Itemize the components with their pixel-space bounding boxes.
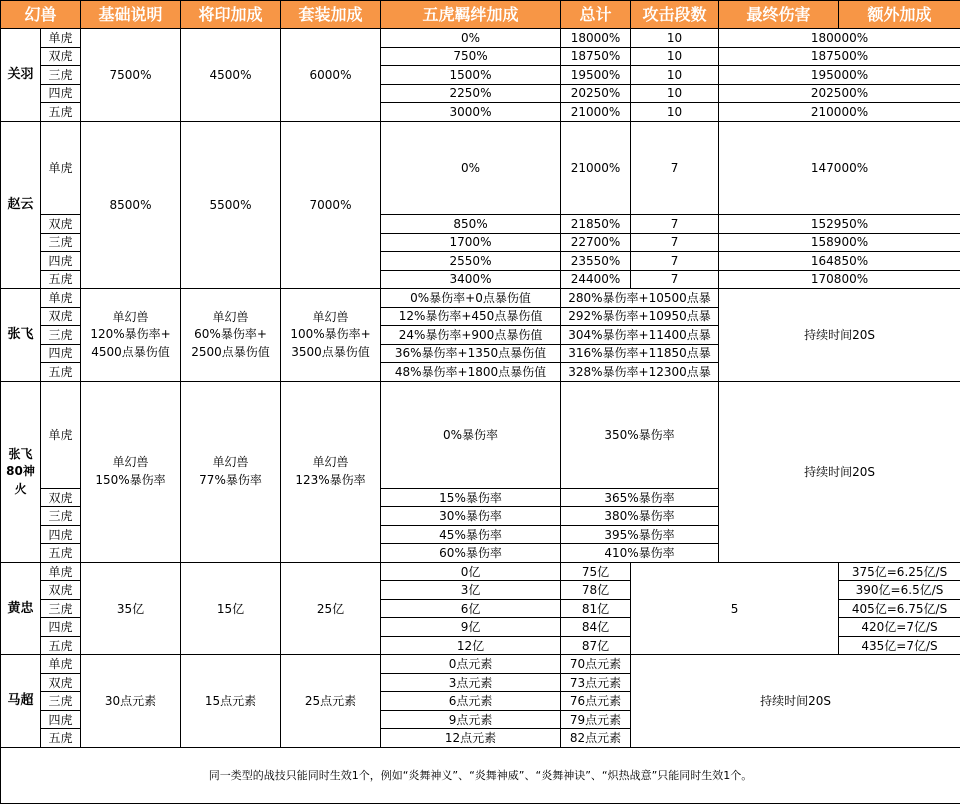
header-base: 基础说明 <box>81 1 181 29</box>
tier-label: 四虎 <box>41 618 81 637</box>
final-value: 195000% <box>719 66 960 85</box>
header-seal: 将印加成 <box>181 1 281 29</box>
final-value: 170800% <box>719 270 960 289</box>
tier-label: 单虎 <box>41 655 81 674</box>
tier-label: 四虎 <box>41 344 81 363</box>
total-value: 292%暴伤率+10950点暴 <box>561 307 719 326</box>
seal-value: 单幻兽 60%暴伤率+ 2500点暴伤值 <box>181 289 281 382</box>
hits-value: 7 <box>631 121 719 215</box>
table-row <box>1 562 960 581</box>
hits-value: 10 <box>631 84 719 103</box>
seal-value: 15亿 <box>181 562 281 655</box>
base-value: 单幻兽 120%暴伤率+ 4500点暴伤值 <box>81 289 181 382</box>
base-value: 7500% <box>81 29 181 122</box>
header-final: 最终伤害 <box>719 1 839 29</box>
tier-label: 五虎 <box>41 363 81 382</box>
base-value: 30点元素 <box>81 655 181 748</box>
bond-value: 9点元素 <box>381 710 561 729</box>
seal-value: 15点元素 <box>181 655 281 748</box>
hits-value: 7 <box>631 252 719 271</box>
footer-row <box>1 747 960 803</box>
bond-value: 45%暴伤率 <box>381 525 561 544</box>
tier-label: 五虎 <box>41 270 81 289</box>
footer-note: 同一类型的战技只能同时生效1个，例如“炎舞神义”、“炎舞神威”、“炎舞神诀”、“炽热战意”只能同时生效1个。 <box>1 747 960 803</box>
tier-label: 五虎 <box>41 103 81 122</box>
bond-value: 3000% <box>381 103 561 122</box>
tier-label: 单虎 <box>41 289 81 308</box>
total-value: 75亿 <box>561 562 631 581</box>
table-row <box>1 29 960 48</box>
total-value: 82点元素 <box>561 729 631 748</box>
tier-label: 四虎 <box>41 252 81 271</box>
beast-name: 张飞 80神 火 <box>1 381 41 562</box>
seal-value: 4500% <box>181 29 281 122</box>
hits-value: 7 <box>631 270 719 289</box>
suit-value: 25亿 <box>281 562 381 655</box>
bond-value: 2550% <box>381 252 561 271</box>
tier-label: 双虎 <box>41 673 81 692</box>
beast-name: 关羽 <box>1 29 41 122</box>
beast-name: 张飞 <box>1 289 41 382</box>
header-suit: 套装加成 <box>281 1 381 29</box>
total-value: 84亿 <box>561 618 631 637</box>
final-value: 180000% <box>719 29 960 48</box>
tier-label: 双虎 <box>41 581 81 600</box>
total-value: 21000% <box>561 121 631 215</box>
final-value: 152950% <box>719 215 960 234</box>
tier-label: 四虎 <box>41 710 81 729</box>
tier-label: 三虎 <box>41 599 81 618</box>
bond-value: 750% <box>381 47 561 66</box>
hits-value: 7 <box>631 215 719 234</box>
total-value: 395%暴伤率 <box>561 525 719 544</box>
total-value: 22700% <box>561 233 631 252</box>
duration-value: 持续时间20S <box>719 381 960 562</box>
bond-value: 1700% <box>381 233 561 252</box>
tier-label: 五虎 <box>41 544 81 563</box>
total-value: 76点元素 <box>561 692 631 711</box>
final-value: 164850% <box>719 252 960 271</box>
total-value: 70点元素 <box>561 655 631 674</box>
bond-value: 24%暴伤率+900点暴伤值 <box>381 326 561 345</box>
table-row <box>1 121 960 215</box>
bond-value: 3亿 <box>381 581 561 600</box>
header-row <box>1 1 960 29</box>
bond-value: 60%暴伤率 <box>381 544 561 563</box>
final-value: 202500% <box>719 84 960 103</box>
total-value: 24400% <box>561 270 631 289</box>
total-value: 87亿 <box>561 636 631 655</box>
bond-value: 0% <box>381 121 561 215</box>
total-value: 18750% <box>561 47 631 66</box>
beast-name: 黄忠 <box>1 562 41 655</box>
duration-value: 持续时间20S <box>719 289 960 382</box>
table-row <box>1 289 960 308</box>
bond-value: 6点元素 <box>381 692 561 711</box>
total-value: 316%暴伤率+11850点暴 <box>561 344 719 363</box>
suit-value: 25点元素 <box>281 655 381 748</box>
tier-label: 四虎 <box>41 84 81 103</box>
tier-label: 单虎 <box>41 29 81 48</box>
tier-label: 双虎 <box>41 488 81 507</box>
header-extra: 额外加成 <box>839 1 960 29</box>
tier-label: 双虎 <box>41 307 81 326</box>
beast-name: 马超 <box>1 655 41 748</box>
bond-value: 15%暴伤率 <box>381 488 561 507</box>
total-value: 78亿 <box>561 581 631 600</box>
bond-value: 12点元素 <box>381 729 561 748</box>
total-value: 380%暴伤率 <box>561 507 719 526</box>
final-value: 375亿=6.25亿/S <box>839 562 960 581</box>
suit-value: 6000% <box>281 29 381 122</box>
beast-name: 赵云 <box>1 121 41 289</box>
bond-value: 12%暴伤率+450点暴伤值 <box>381 307 561 326</box>
tier-label: 三虎 <box>41 326 81 345</box>
bond-value: 9亿 <box>381 618 561 637</box>
final-value: 210000% <box>719 103 960 122</box>
hits-value: 10 <box>631 103 719 122</box>
bond-value: 48%暴伤率+1800点暴伤值 <box>381 363 561 382</box>
total-value: 73点元素 <box>561 673 631 692</box>
suit-value: 7000% <box>281 121 381 289</box>
final-value: 187500% <box>719 47 960 66</box>
total-value: 79点元素 <box>561 710 631 729</box>
total-value: 365%暴伤率 <box>561 488 719 507</box>
final-value: 147000% <box>719 121 960 215</box>
bond-value: 0% <box>381 29 561 48</box>
total-value: 304%暴伤率+11400点暴 <box>561 326 719 345</box>
hits-value: 5 <box>631 562 839 655</box>
hits-value: 7 <box>631 233 719 252</box>
bond-value: 0点元素 <box>381 655 561 674</box>
tier-label: 三虎 <box>41 692 81 711</box>
tier-label: 三虎 <box>41 507 81 526</box>
suit-value: 单幻兽 123%暴伤率 <box>281 381 381 562</box>
header-bond: 五虎羁绊加成 <box>381 1 561 29</box>
bond-value: 850% <box>381 215 561 234</box>
base-value: 8500% <box>81 121 181 289</box>
bond-value: 6亿 <box>381 599 561 618</box>
final-value: 405亿=6.75亿/S <box>839 599 960 618</box>
header-total: 总计 <box>561 1 631 29</box>
tier-label: 三虎 <box>41 66 81 85</box>
tier-label: 单虎 <box>41 121 81 215</box>
tier-label: 三虎 <box>41 233 81 252</box>
total-value: 410%暴伤率 <box>561 544 719 563</box>
hits-value: 10 <box>631 29 719 48</box>
bond-value: 1500% <box>381 66 561 85</box>
base-value: 单幻兽 150%暴伤率 <box>81 381 181 562</box>
hits-value: 10 <box>631 66 719 85</box>
tier-label: 四虎 <box>41 525 81 544</box>
bond-value: 12亿 <box>381 636 561 655</box>
final-value: 435亿=7亿/S <box>839 636 960 655</box>
seal-value: 5500% <box>181 121 281 289</box>
final-value: 420亿=7亿/S <box>839 618 960 637</box>
total-value: 350%暴伤率 <box>561 381 719 488</box>
total-value: 18000% <box>561 29 631 48</box>
total-value: 81亿 <box>561 599 631 618</box>
total-value: 21000% <box>561 103 631 122</box>
tier-label: 双虎 <box>41 47 81 66</box>
tier-label: 五虎 <box>41 636 81 655</box>
tier-label: 单虎 <box>41 562 81 581</box>
bond-value: 0亿 <box>381 562 561 581</box>
bond-value: 36%暴伤率+1350点暴伤值 <box>381 344 561 363</box>
bond-value: 0%暴伤率+0点暴伤值 <box>381 289 561 308</box>
final-value: 390亿=6.5亿/S <box>839 581 960 600</box>
tier-label: 五虎 <box>41 729 81 748</box>
table-row <box>1 381 960 488</box>
total-value: 19500% <box>561 66 631 85</box>
base-value: 35亿 <box>81 562 181 655</box>
final-value: 158900% <box>719 233 960 252</box>
header-beast: 幻兽 <box>1 1 81 29</box>
bond-value: 2250% <box>381 84 561 103</box>
tier-label: 双虎 <box>41 215 81 234</box>
bond-value: 3400% <box>381 270 561 289</box>
total-value: 23550% <box>561 252 631 271</box>
tier-label: 单虎 <box>41 381 81 488</box>
total-value: 20250% <box>561 84 631 103</box>
table-row <box>1 655 960 674</box>
total-value: 280%暴伤率+10500点暴 <box>561 289 719 308</box>
total-value: 21850% <box>561 215 631 234</box>
suit-value: 单幻兽 100%暴伤率+ 3500点暴伤值 <box>281 289 381 382</box>
seal-value: 单幻兽 77%暴伤率 <box>181 381 281 562</box>
hits-value: 10 <box>631 47 719 66</box>
duration-value: 持续时间20S <box>631 655 960 748</box>
bond-value: 30%暴伤率 <box>381 507 561 526</box>
total-value: 328%暴伤率+12300点暴 <box>561 363 719 382</box>
bond-value: 3点元素 <box>381 673 561 692</box>
header-hits: 攻击段数 <box>631 1 719 29</box>
bond-value: 0%暴伤率 <box>381 381 561 488</box>
